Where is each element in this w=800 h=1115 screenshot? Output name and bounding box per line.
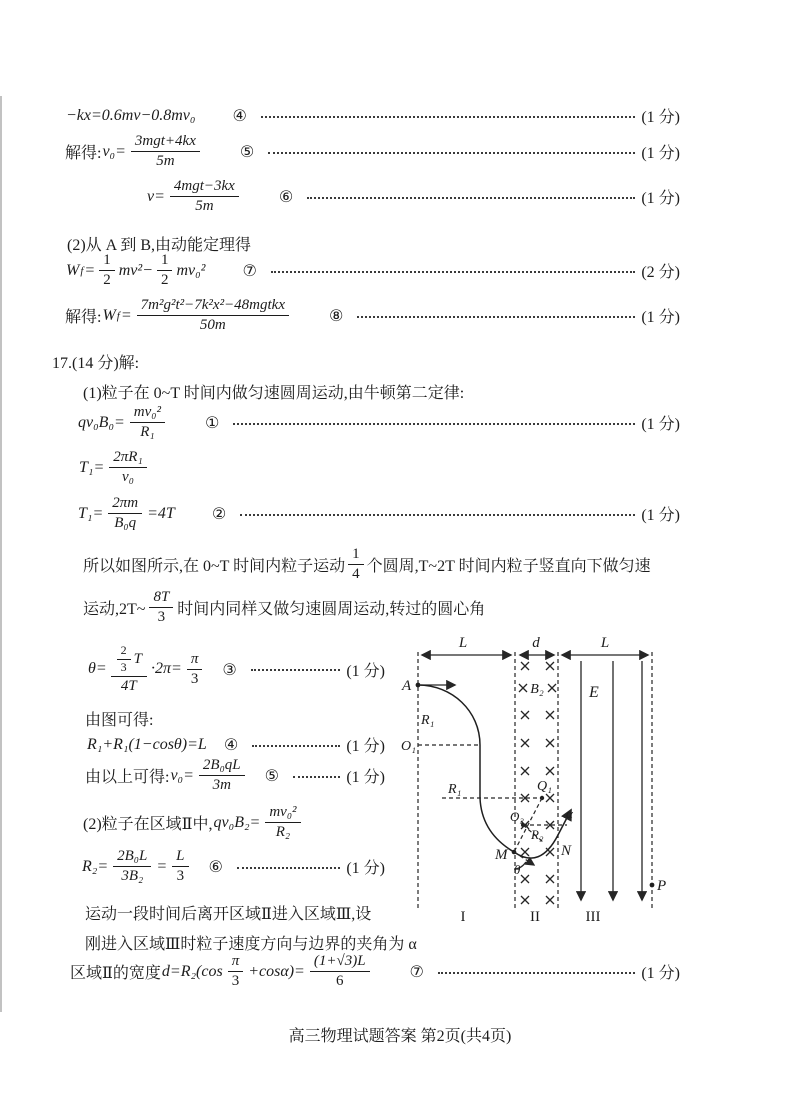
dotted-leader	[240, 514, 635, 516]
formula: v₀=	[102, 142, 126, 160]
part2-heading: (2)从 A 到 B,由动能定理得	[67, 237, 252, 254]
scan-edge-artifact	[0, 96, 2, 1012]
label: 区域Ⅱ的宽度	[70, 965, 161, 983]
particle-trajectory	[401, 678, 571, 858]
center-Q1-label: Q₁	[537, 779, 552, 794]
fraction: 8T 3	[148, 589, 174, 627]
dotted-leader	[307, 197, 635, 199]
radius-R1b-label: R₁	[448, 782, 462, 797]
construction-lines	[442, 779, 574, 877]
dotted-leader	[237, 867, 340, 869]
fraction: 7m²g²t²−7k²x²−48mgtkx 50m	[136, 297, 290, 335]
circled-number: ②	[211, 504, 227, 524]
point-N-label: N	[561, 843, 572, 859]
score-label: (1 分)	[346, 662, 385, 680]
label: 解得:	[65, 145, 102, 163]
nested-fraction: 2 3 T 4T	[111, 644, 147, 695]
field-E-label: E	[589, 684, 599, 701]
fraction: $\frac{\text{2B₀qL}}{3m}$	[198, 757, 246, 795]
equation-row-17-5: 由以上可得: v₀= $\frac{\text{2B₀qL}}{3m}$ ⑤ (1 分)	[85, 757, 385, 794]
dotted-leader	[438, 972, 635, 974]
formula: v=	[147, 187, 165, 205]
equation-row-16-7: W f = $\frac{1}{2}$ mv²− $\frac{1}{2}$ mv₀² ⑦ (2 分)	[66, 252, 680, 289]
circled-number: ⑥	[208, 857, 223, 877]
dotted-leader	[271, 271, 636, 273]
fraction: $\frac{\text{2πR₁}}{\text{v₀}}$	[108, 449, 147, 487]
circled-number: ④	[232, 106, 247, 125]
equation-row-17-7: 区域Ⅱ的宽度 d=R₂(cos π 3 +cosα)= $\frac{(1+√3)L}{6}$ ⑦ (1 分)	[70, 953, 680, 990]
score-label: (1 分)	[641, 309, 680, 327]
point-P-label: P	[657, 878, 667, 894]
label: 由以上可得:	[85, 769, 170, 787]
dotted-leader	[252, 745, 340, 747]
point-M-label: M	[495, 847, 508, 863]
fraction: $\frac{L}{3}$	[171, 848, 189, 886]
fraction: $\frac{\text{2B₀L}}{\text{3B₂}}$	[112, 848, 152, 886]
circled-number: ③	[222, 659, 237, 679]
region-I-label: I	[460, 909, 466, 925]
text-enter-region: 刚进入区域Ⅲ时粒子速度方向与边界的夹角为 α	[85, 936, 417, 953]
fraction: $\frac{(1+√3)L}{6}$	[309, 953, 371, 991]
dotted-leader	[233, 423, 635, 425]
formula: θ=	[88, 660, 107, 678]
circled-number: ⑦	[409, 962, 424, 982]
fraction: $\frac{1}{2}$	[157, 252, 173, 290]
equation-row-17-6: R₂= $\frac{\text{2B₀L}}{\text{3B₂}}$ = $\frac{L}{3}$ ⑥ (1 分)	[82, 848, 385, 885]
formula: T₁=	[79, 458, 105, 476]
fraction: 1 4	[348, 546, 364, 584]
fraction: $\frac{\text{mv₀²}}{\text{R₂}}$	[264, 804, 301, 842]
formula: T₁=	[78, 504, 104, 522]
circled-number: ⑧	[329, 306, 344, 326]
dotted-leader	[357, 316, 635, 318]
field-regions-diagram	[400, 628, 685, 928]
circled-number: ⑥	[278, 187, 294, 207]
formula: R₂=	[82, 857, 109, 875]
fraction: $\frac{1}{2}$	[99, 252, 115, 290]
fraction: 2 3	[117, 644, 131, 675]
electric-field-lines	[581, 661, 666, 900]
dim-label-L1: L	[458, 635, 468, 651]
equation-row-16-8: 解得: W f = 7m²g²t²−7k²x²−48mgtkx 50m ⑧ (1 分)	[65, 297, 680, 334]
formula: R₁+R₁(1−cosθ)=L	[87, 735, 207, 753]
score-label: (1 分)	[346, 738, 385, 755]
equation-row-16-5	[65, 133, 680, 171]
formula: W	[66, 261, 80, 279]
dim-label-L2: L	[600, 635, 610, 651]
region-III-label: III	[585, 909, 601, 925]
score-label: (1 分)	[346, 860, 385, 878]
paragraph-line-2: 运动,2T~ 8T 3 时间内同样又做匀速圆周运动,转过的圆心角	[83, 589, 486, 626]
dotted-leader	[293, 776, 340, 778]
equation-row-17-2: T₁= $\frac{2\pi m}{\text{B₀q}}$ =4T ② (1 分)	[78, 495, 680, 532]
part2-text: (2)粒子在区域Ⅱ中, qv₀B₂= $\frac{\text{mv₀²}}{\text{R₂}}$	[83, 804, 305, 842]
circled-number: ①	[205, 413, 220, 433]
fraction: $\frac{2\pi m}{\text{B₀q}}$	[107, 495, 143, 533]
equation-row-17-4	[65, 733, 385, 756]
score-label: (1 分)	[346, 769, 385, 787]
radius-R2-label: R₂	[531, 827, 544, 842]
equation-row-17-1	[65, 404, 680, 442]
paragraph-line-1: 所以如图所示,在 0~T 时间内粒子运动 1 4 个圆周,T~2T 时间内粒子竖直向下做匀速	[83, 546, 651, 583]
fraction: 3mgt+4kx 5m	[130, 133, 201, 171]
radius-R1-label: R₁	[421, 713, 435, 728]
equation-row-17-3: θ= 2 3 T 4T ·2π= $\frac{\pi}{3}$ ③ (1 分)	[88, 643, 385, 694]
circled-number: ⑤	[264, 766, 279, 786]
score-label: (1 分)	[641, 965, 680, 983]
fraction: $\frac{\pi}{3}$	[186, 651, 204, 689]
circled-number: ⑤	[239, 142, 255, 162]
part1-text: (1)粒子在 0~T 时间内做匀速圆周运动,由牛顿第二定律:	[83, 385, 465, 402]
formula: qv₀B₀=	[78, 413, 125, 431]
label: 解得:	[65, 309, 102, 327]
dimension-arrows	[422, 635, 648, 655]
dotted-leader	[261, 116, 636, 118]
dotted-leader	[251, 669, 341, 671]
dim-label-d: d	[532, 635, 540, 651]
score-label: (1 分)	[641, 109, 680, 126]
score-label: (1 分)	[641, 190, 680, 208]
point-A-label: A	[402, 678, 412, 694]
fraction: 4mgt−3kx 5m	[169, 178, 240, 216]
question-17-heading: 17.(14 分)解:	[52, 355, 140, 372]
score-label: (1 分)	[641, 507, 680, 525]
theta-angle-label: θ	[514, 862, 521, 877]
center-O2-label: O₂	[510, 809, 524, 824]
score-label: (2 分)	[641, 264, 680, 282]
fraction: $\frac{\text{mv₀²}}{\text{R₁}}$	[129, 404, 166, 442]
region-labels	[461, 909, 601, 925]
circled-number: ④	[223, 735, 239, 754]
text-from-figure: 由图可得:	[85, 712, 154, 729]
field-B2-label: B₂	[530, 682, 544, 697]
dotted-leader	[268, 152, 635, 154]
equation-row-16-6	[65, 178, 680, 216]
score-label: (1 分)	[641, 416, 680, 434]
equation-row-16-4	[65, 104, 680, 127]
equation-row-17-T1a	[78, 449, 151, 487]
text-leave-region: 运动一段时间后离开区域Ⅱ进入区域Ⅲ,设	[85, 906, 372, 923]
page-footer: 高三物理试题答案 第2页(共4页)	[288, 1028, 512, 1045]
circled-number: ⑦	[242, 261, 257, 281]
alpha-angle-label: α	[566, 806, 573, 821]
score-label: (1 分)	[641, 145, 680, 163]
formula: −kx=0.6mv−0.8mv₀	[66, 106, 196, 124]
fraction: π 3	[227, 953, 245, 991]
region-II-label: II	[530, 909, 540, 925]
center-O1-label: O₁	[401, 739, 416, 754]
